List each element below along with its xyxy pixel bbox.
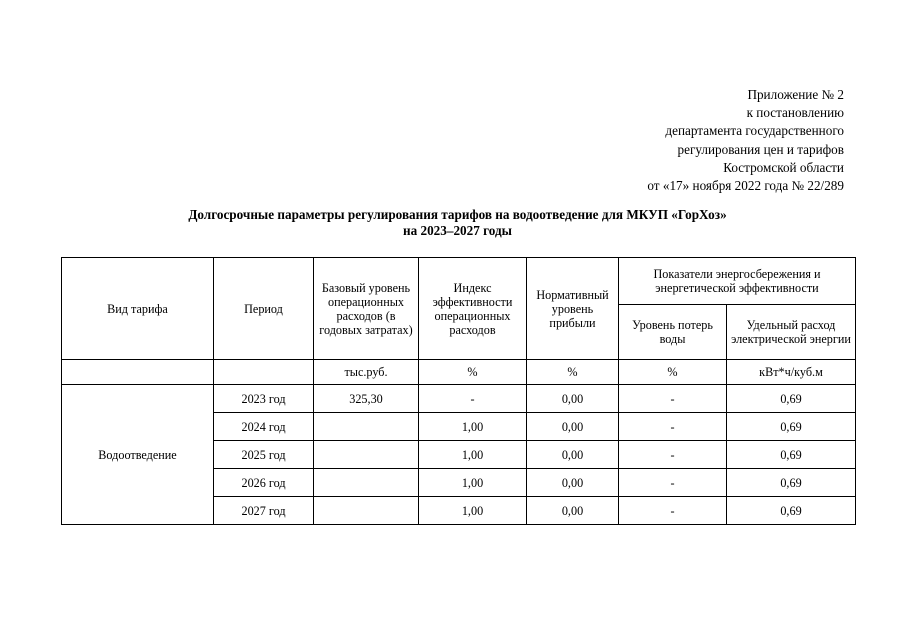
unit-efficiency-index: % bbox=[419, 360, 527, 385]
water-loss-cell: - bbox=[619, 385, 727, 413]
appendix-line: Костромской области bbox=[723, 159, 844, 175]
unit-normative-profit: % bbox=[527, 360, 619, 385]
tariff-name-cell: Водоотведение bbox=[62, 385, 214, 525]
header-specific-consumption: Удельный расход электрической энергии bbox=[727, 305, 856, 360]
normative-profit-cell: 0,00 bbox=[527, 413, 619, 441]
efficiency-index-cell: 1,00 bbox=[419, 413, 527, 441]
specific-consumption-cell: 0,69 bbox=[727, 441, 856, 469]
specific-consumption-cell: 0,69 bbox=[727, 385, 856, 413]
unit-water-loss: % bbox=[619, 360, 727, 385]
header-efficiency-index: Индекс эффективности операционных расходов bbox=[419, 258, 527, 360]
header-tariff-type: Вид тарифа bbox=[62, 258, 214, 360]
period-cell: 2023 год bbox=[214, 385, 314, 413]
efficiency-index-cell: 1,00 bbox=[419, 441, 527, 469]
appendix-line: Приложение № 2 bbox=[747, 87, 844, 102]
appendix-block bbox=[444, 86, 844, 195]
period-cell: 2027 год bbox=[214, 497, 314, 525]
base-level-cell bbox=[314, 413, 419, 441]
normative-profit-cell: 0,00 bbox=[527, 441, 619, 469]
units-row bbox=[62, 360, 856, 385]
header-row bbox=[62, 258, 856, 305]
efficiency-index-cell: 1,00 bbox=[419, 469, 527, 497]
header-normative-profit: Нормативный уровень прибыли bbox=[527, 258, 619, 360]
table-row bbox=[62, 385, 856, 413]
unit-specific-consumption: кВт*ч/куб.м bbox=[727, 360, 856, 385]
appendix-line: к постановлению bbox=[746, 105, 844, 121]
title-line-1: Долгосрочные параметры регулирования тарифов на водоотведение для МКУП «ГорХоз» bbox=[188, 207, 727, 222]
efficiency-index-cell: - bbox=[419, 385, 527, 413]
header-base-level: Базовый уровень операционных расходов (в годовых затратах) bbox=[314, 258, 419, 360]
tariff-parameters-table bbox=[61, 257, 856, 525]
appendix-line: от «17» ноября 2022 года № 22/289 bbox=[647, 178, 844, 194]
units-empty-cell bbox=[62, 360, 214, 385]
water-loss-cell: - bbox=[619, 497, 727, 525]
period-cell: 2024 год bbox=[214, 413, 314, 441]
specific-consumption-cell: 0,69 bbox=[727, 469, 856, 497]
base-level-cell bbox=[314, 497, 419, 525]
base-level-cell: 325,30 bbox=[314, 385, 419, 413]
header-water-loss: Уровень потерь воды bbox=[619, 305, 727, 360]
document-title bbox=[60, 207, 855, 239]
appendix-line: регулирования цен и тарифов bbox=[677, 141, 844, 157]
base-level-cell bbox=[314, 469, 419, 497]
efficiency-index-cell: 1,00 bbox=[419, 497, 527, 525]
header-period: Период bbox=[214, 258, 314, 360]
normative-profit-cell: 0,00 bbox=[527, 469, 619, 497]
normative-profit-cell: 0,00 bbox=[527, 497, 619, 525]
appendix-line: департамента государственного bbox=[665, 123, 844, 139]
water-loss-cell: - bbox=[619, 469, 727, 497]
header-energy-group: Показатели энергосбережения и энергетической эффективности bbox=[619, 258, 856, 305]
water-loss-cell: - bbox=[619, 413, 727, 441]
period-cell: 2025 год bbox=[214, 441, 314, 469]
normative-profit-cell: 0,00 bbox=[527, 385, 619, 413]
unit-base-level: тыс.руб. bbox=[314, 360, 419, 385]
base-level-cell bbox=[314, 441, 419, 469]
water-loss-cell: - bbox=[619, 441, 727, 469]
specific-consumption-cell: 0,69 bbox=[727, 413, 856, 441]
title-line-2: на 2023–2027 годы bbox=[403, 223, 512, 238]
period-cell: 2026 год bbox=[214, 469, 314, 497]
specific-consumption-cell: 0,69 bbox=[727, 497, 856, 525]
units-empty-cell bbox=[214, 360, 314, 385]
